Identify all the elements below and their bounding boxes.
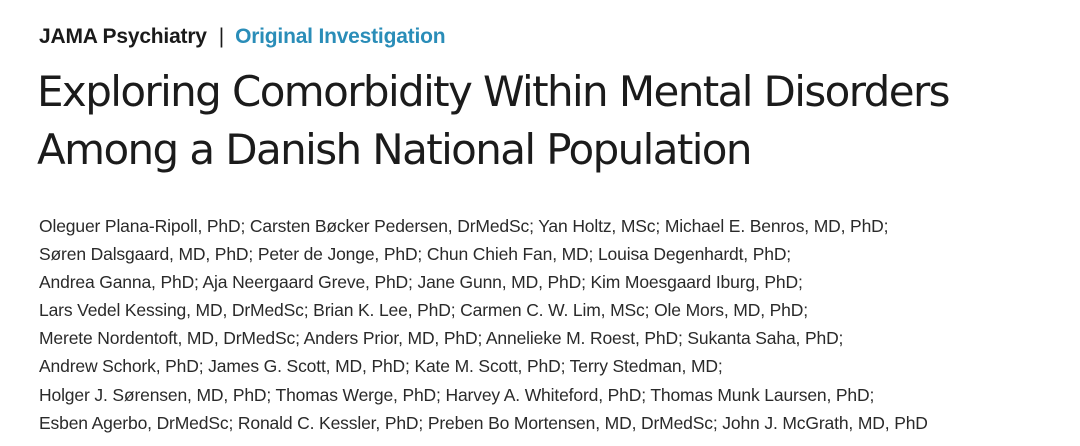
author-line: Holger J. Sørensen, MD, PhD; Thomas Werge, PhD; Harvey A. Whiteford, PhD; Thomas Munk Laursen, PhD;	[39, 384, 875, 405]
journal-name[interactable]: JAMA Psychiatry	[39, 25, 207, 48]
article-title-line-1: Exploring Comorbidity Within Mental Disorders	[37, 67, 949, 116]
author-line: Esben Agerbo, DrMedSc; Ronald C. Kessler, PhD; Preben Bo Mortensen, MD, DrMedSc; John J. McGrath, MD, PhD	[39, 412, 928, 433]
author-list	[39, 212, 1059, 437]
masthead	[39, 23, 445, 51]
author-line: Andrew Schork, PhD; James G. Scott, MD, PhD; Kate M. Scott, PhD; Terry Stedman, MD;	[39, 356, 723, 377]
article-title-line-2: Among a Danish National Population	[37, 125, 751, 174]
author-line: Merete Nordentoft, MD, DrMedSc; Anders Prior, MD, PhD; Annelieke M. Roest, PhD; Sukanta Saha, PhD;	[39, 328, 844, 349]
author-line: Søren Dalsgaard, MD, PhD; Peter de Jonge, PhD; Chun Chieh Fan, MD; Louisa Degenhardt, PhD;	[39, 244, 792, 265]
article-type[interactable]: Original Investigation	[235, 25, 446, 48]
author-line: Oleguer Plana-Ripoll, PhD; Carsten Bøcker Pedersen, DrMedSc; Yan Holtz, MSc; Michael E. Benros, MD, PhD;	[39, 216, 889, 236]
masthead-separator: |	[218, 25, 225, 48]
author-line: Lars Vedel Kessing, MD, DrMedSc; Brian K. Lee, PhD; Carmen C. W. Lim, MSc; Ole Mors, MD, PhD;	[39, 300, 808, 321]
article-title	[37, 63, 1067, 179]
author-line: Andrea Ganna, PhD; Aja Neergaard Greve, PhD; Jane Gunn, MD, PhD; Kim Moesgaard Iburg, PhD;	[39, 272, 803, 293]
